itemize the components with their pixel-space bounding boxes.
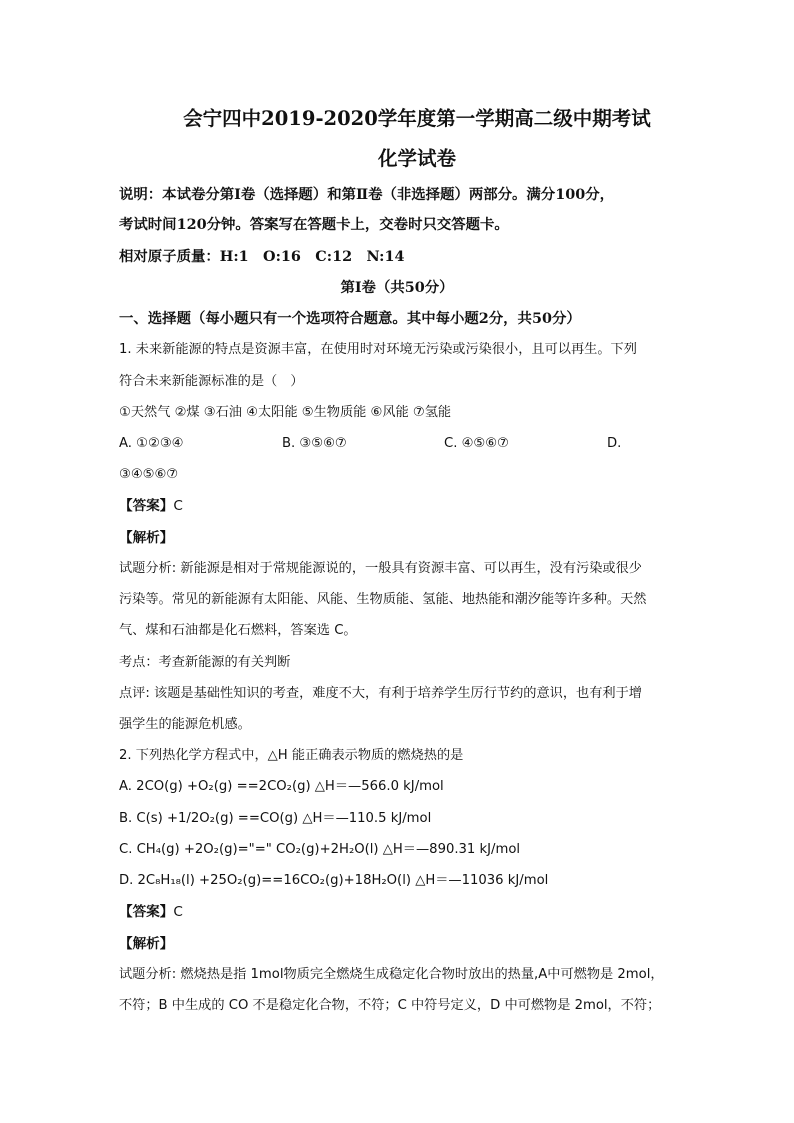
- q1-stem-line-1: 1. 未来新能源的特点是资源丰富，在使用时对环境无污染或污染很小，且可以再生。下列: [119, 342, 637, 357]
- section-heading: 一、选择题（每小题只有一个选项符合题意。其中每小题2分，共50分）: [119, 310, 581, 327]
- q1-stem-line-2: 符合未来新能源标准的是（ ）: [119, 374, 304, 389]
- answer-label: 【答案】: [119, 498, 174, 514]
- q1-answer-line: [119, 497, 183, 515]
- part1-title: 第Ⅰ卷（共50分）: [340, 279, 454, 296]
- q2-option-a: A. 2CO(g) +O₂(g) ==2CO₂(g) △H＝—566.0 kJ/mol: [119, 779, 444, 794]
- q1-dianping-line-2: 强学生的能源危机感。: [119, 717, 251, 732]
- q2-analysis-line-1: 试题分析: 燃烧热是指 1mol物质完全燃烧生成稳定化合物时放出的热量,A中可燃物是 2mol，: [119, 967, 664, 982]
- q2-answer-value: C: [173, 904, 183, 920]
- q2-stem: 2. 下列热化学方程式中，△H 能正确表示物质的燃烧热的是: [119, 748, 464, 763]
- answer-label: 【答案】: [119, 904, 174, 920]
- q2-option-d: D. 2C₈H₁₈(l) +25O₂(g)==16CO₂(g)+18H₂O(l) △H＝—11036 kJ/mol: [119, 873, 549, 888]
- atomic-mass-line: 相对原子质量：H:1 O:16 C:12 N:14: [119, 248, 405, 265]
- q1-option-d: D.: [607, 436, 622, 451]
- q1-option-b: B. ③⑤⑥⑦: [282, 436, 347, 451]
- q2-answer-line: [119, 903, 183, 921]
- q1-dianping-line-1: 点评: 该题是基础性知识的考查，难度不大，有利于培养学生厉行节约的意识，也有利于增: [119, 686, 642, 701]
- q2-analysis-line-2: 不符；B 中生成的 CO 不是稳定化合物，不符；C 中符号定义，D 中可燃物是 2mol，不符；: [119, 998, 661, 1013]
- q1-items: ①天然气 ②煤 ③石油 ④太阳能 ⑤生物质能 ⑥风能 ⑦氢能: [119, 405, 452, 420]
- instructions-line-1: 说明：本试卷分第Ⅰ卷（选择题）和第Ⅱ卷（非选择题）两部分。满分100分，: [119, 186, 615, 203]
- q1-option-d-continued: ③④⑤⑥⑦: [119, 467, 179, 482]
- analysis-label: 【解析】: [119, 936, 174, 952]
- exam-title: 会宁四中2019-2020学年度第一学期高二级中期考试: [183, 107, 651, 130]
- q1-answer-value: C: [173, 498, 183, 514]
- q1-analysis-line-3: 气、煤和石油都是化石燃料，答案选 C。: [119, 623, 357, 638]
- q2-option-b: B. C(s) +1/2O₂(g) ==CO(g) △H＝—110.5 kJ/mol: [119, 811, 432, 826]
- q1-analysis-line-1: 试题分析: 新能源是相对于常规能源说的，一般具有资源丰富、可以再生，没有污染或很少: [119, 561, 642, 576]
- q1-analysis-line-2: 污染等。常见的新能源有太阳能、风能、生物质能、氢能、地热能和潮汐能等许多种。天然: [119, 592, 647, 607]
- q1-analysis-label-line: [119, 529, 173, 547]
- q1-option-c: C. ④⑤⑥⑦: [444, 436, 509, 451]
- exam-subtitle: 化学试卷: [377, 147, 456, 170]
- q2-analysis-label-line: [119, 935, 173, 953]
- q1-kaodian: 考点：考查新能源的有关判断: [119, 655, 291, 670]
- instructions-line-2: 考试时间120分钟。答案写在答题卡上，交卷时只交答题卡。: [119, 216, 509, 233]
- q2-option-c: C. CH₄(g) +2O₂(g)="=" CO₂(g)+2H₂O(l) △H＝—890.31 kJ/mol: [119, 842, 521, 857]
- q1-option-a: A. ①②③④: [119, 436, 184, 451]
- analysis-label: 【解析】: [119, 530, 174, 546]
